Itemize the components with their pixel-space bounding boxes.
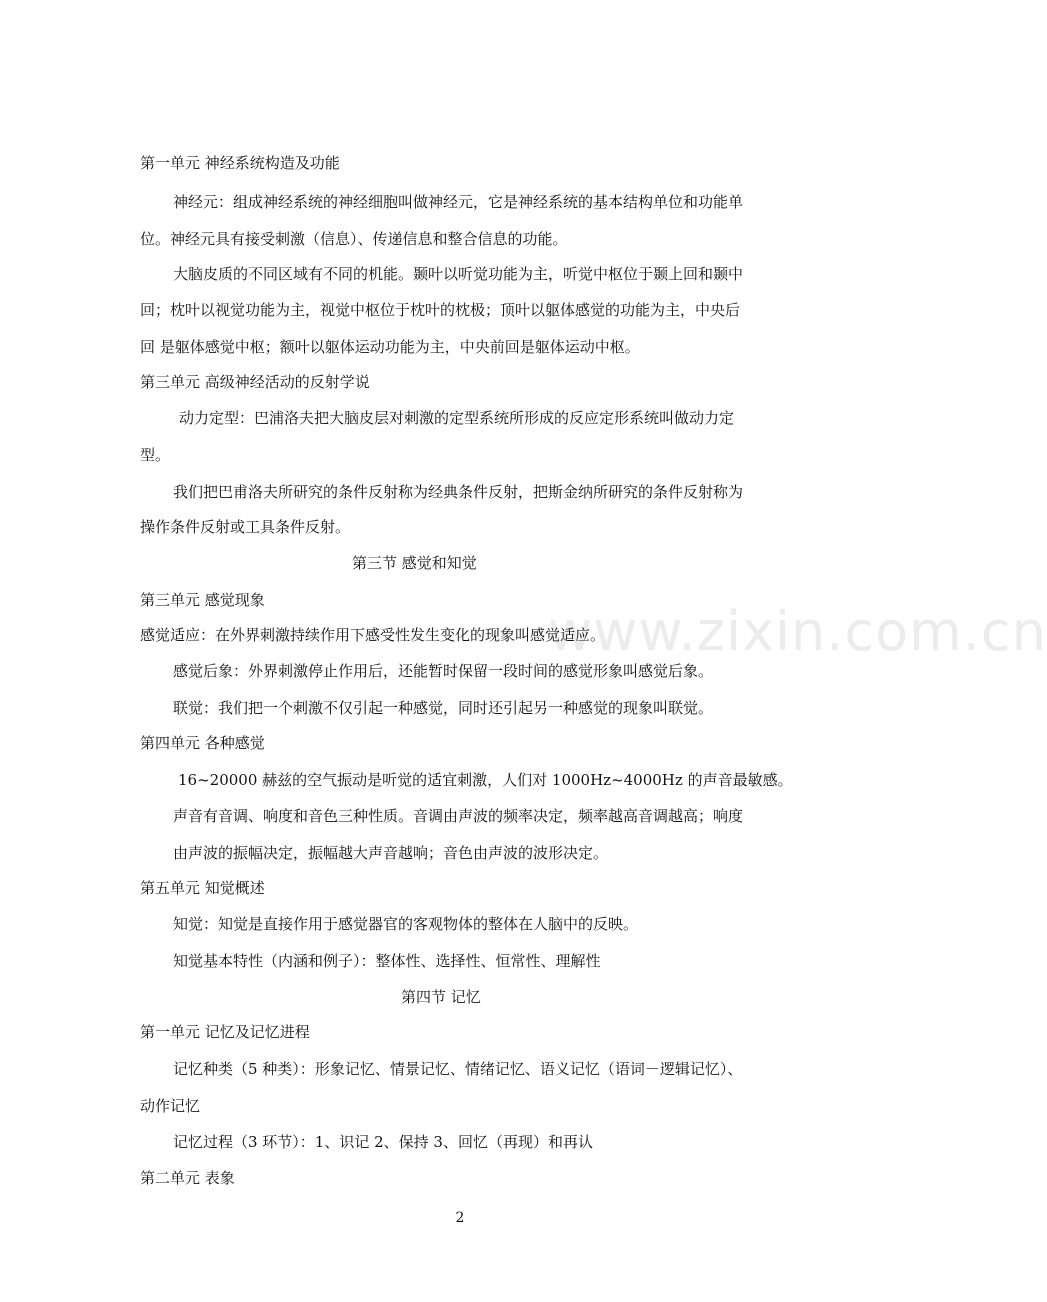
heading-unit-2: 第二单元 表象 — [140, 1169, 235, 1187]
heading-unit-3: 第三单元 高级神经活动的反射学说 — [140, 373, 370, 391]
paragraph-line: 型。 — [140, 446, 171, 464]
heading-unit-1: 第一单元 神经系统构造及功能 — [140, 154, 340, 172]
paragraph-line: 动力定型：巴浦洛夫把大脑皮层对刺激的定型系统所形成的反应定形系统叫做动力定 — [179, 409, 735, 427]
heading-unit-4: 第四单元 各种感觉 — [140, 734, 265, 752]
paragraph-line: 动作记忆 — [140, 1097, 201, 1115]
paragraph-line: 知觉基本特性（内涵和例子）：整体性、选择性、恒常性、理解性 — [173, 952, 601, 970]
paragraph-line: 神经元：组成神经系统的神经细胞叫做神经元，它是神经系统的基本结构单位和功能单 — [173, 193, 744, 211]
paragraph-line: 感觉后象：外界刺激停止作用后，还能暂时保留一段时间的感觉形象叫感觉后象。 — [173, 662, 714, 680]
heading-unit-5: 第五单元 知觉概述 — [140, 879, 265, 897]
page-number: 2 — [455, 1210, 465, 1226]
paragraph-line: 由声波的振幅决定，振幅越大声音越响；音色由声波的波形决定。 — [173, 844, 609, 862]
paragraph-line: 回；枕叶以视觉功能为主，视觉中枢位于枕叶的枕极；顶叶以躯体感觉的功能为主，中央后 — [140, 301, 741, 319]
paragraph-line: 操作条件反射或工具条件反射。 — [140, 518, 351, 536]
section-heading-4: 第四节 记忆 — [401, 988, 481, 1006]
paragraph-line: 知觉：知觉是直接作用于感觉器官的客观物体的整体在人脑中的反映。 — [173, 915, 639, 933]
heading-unit-3-perception: 第三单元 感觉现象 — [140, 591, 265, 609]
paragraph-line: 位。神经元具有接受刺激（信息）、传递信息和整合信息的功能。 — [140, 230, 568, 248]
paragraph-line: 联觉：我们把一个刺激不仅引起一种感觉，同时还引起另一种感觉的现象叫联觉。 — [173, 699, 714, 717]
paragraph-line: 记忆种类（5 种类）：形象记忆、情景记忆、情绪记忆、语义记忆（语词－逻辑记忆）、 — [173, 1060, 743, 1078]
paragraph-line: 声音有音调、响度和音色三种性质。音调由声波的频率决定，频率越高音调越高；响度 — [173, 807, 744, 825]
heading-unit-1-memory: 第一单元 记忆及记忆进程 — [140, 1023, 310, 1041]
paragraph-line: 记忆过程（3 环节）：1、识记 2、保持 3、回忆（再现）和再认 — [173, 1133, 593, 1151]
paragraph-line: 16~20000 赫兹的空气振动是听觉的适宜刺激，人们对 1000Hz~4000Hz 的声音最敏感。 — [178, 771, 793, 789]
paragraph-line: 大脑皮质的不同区域有不同的机能。颞叶以听觉功能为主，听觉中枢位于颞上回和颞中 — [173, 265, 744, 283]
watermark: www.zixin.com.cn — [548, 600, 1047, 663]
section-heading-3: 第三节 感觉和知觉 — [352, 554, 477, 572]
paragraph-line: 我们把巴甫洛夫所研究的条件反射称为经典条件反射，把斯金纳所研究的条件反射称为 — [173, 483, 744, 501]
paragraph-line: 感觉适应：在外界刺激持续作用下感受性发生变化的现象叫感觉适应。 — [140, 626, 606, 644]
paragraph-line: 回 是躯体感觉中枢；额叶以躯体运动功能为主，中央前回是躯体运动中枢。 — [140, 338, 640, 356]
